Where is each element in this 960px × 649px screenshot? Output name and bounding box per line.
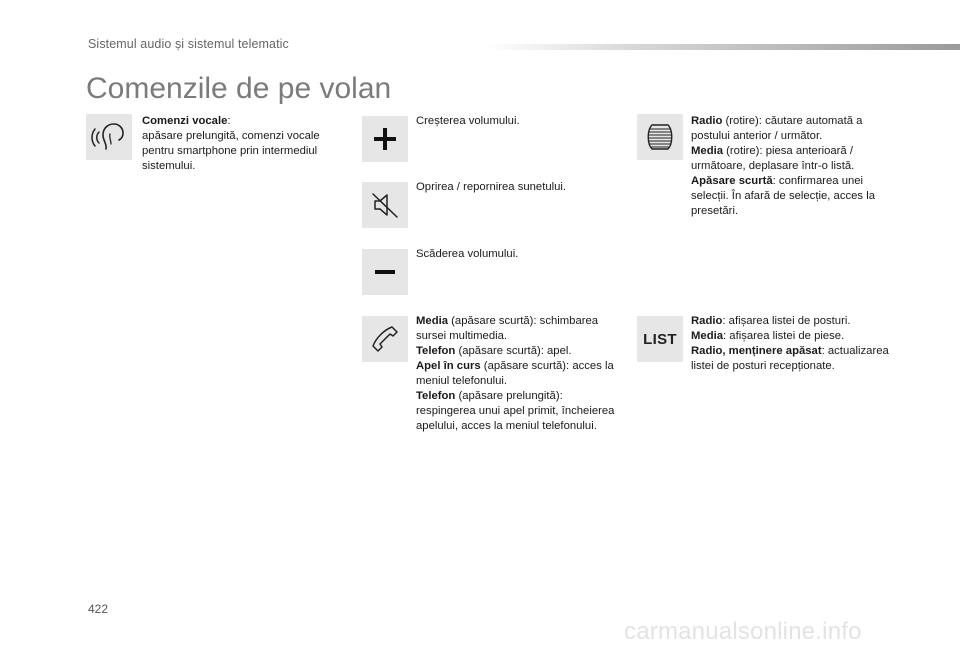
phone-line-text: (apăsare scurtă): apel. <box>455 345 572 357</box>
phone-line-bold: Telefon <box>416 390 456 402</box>
phone-line-bold: Apel în curs <box>416 360 481 372</box>
thumbwheel-icon <box>644 121 676 153</box>
phone-line-text: (apăsare scurtă): acces la meniul telefonului. <box>416 360 614 387</box>
thumbwheel-line-text: : confirmarea unei selecții. În afară de selecție, acces la presetări. <box>691 175 875 217</box>
phone-text <box>416 314 621 434</box>
list-icon-box <box>637 316 683 362</box>
volume-down-description: Scăderea volumului. <box>416 248 519 260</box>
phone-icon-box <box>362 316 408 362</box>
mute-icon <box>369 189 401 221</box>
thumbwheel-line-bold: Apăsare scurtă <box>691 175 773 187</box>
list-text <box>691 314 896 374</box>
volume-up-text <box>416 114 626 129</box>
mute-text <box>416 180 626 195</box>
phone-line-text: (apăsare prelungită): respingerea unui apel primit, încheierea apelului, acces la meniul telefonului. <box>416 390 615 432</box>
voice-command-icon <box>90 118 128 156</box>
volume-up-description: Creșterea volumului. <box>416 115 520 127</box>
volume-down-text <box>416 247 626 262</box>
thumbwheel-icon-box <box>637 114 683 160</box>
phone-line <box>416 359 621 389</box>
page-title: Comenzile de pe volan <box>86 72 392 105</box>
list-icon: LIST <box>643 330 677 348</box>
thumbwheel-line-bold: Media <box>691 145 724 157</box>
thumbwheel-line-bold: Radio <box>691 115 723 127</box>
voice-command-label-suffix: : <box>227 115 231 127</box>
voice-command-text <box>142 114 342 174</box>
volume-up-icon-box <box>362 116 408 162</box>
list-line-bold: Media <box>691 330 724 342</box>
voice-command-label: Comenzi vocale <box>142 115 228 127</box>
mute-description: Oprirea / repornirea sunetului. <box>416 181 567 193</box>
phone-icon <box>369 323 401 355</box>
volume-down-icon-box <box>362 249 408 295</box>
list-line-bold: Radio, menținere apăsat <box>691 345 822 357</box>
thumbwheel-text <box>691 114 896 219</box>
phone-line <box>416 344 621 359</box>
page-number: 422 <box>88 602 109 616</box>
thumbwheel-line-text: (rotire): căutare automată a postului anterior / următor. <box>691 115 863 142</box>
list-line <box>691 329 896 344</box>
list-line <box>691 344 896 374</box>
phone-line-bold: Media <box>416 315 449 327</box>
list-line-text: : afișarea listei de piese. <box>723 330 845 342</box>
list-line-bold: Radio <box>691 315 723 327</box>
header-rule <box>488 44 960 50</box>
list-line <box>691 314 896 329</box>
mute-icon-box <box>362 182 408 228</box>
thumbwheel-line-text: (rotire): piesa anterioară / următoare, deplasare într-o listă. <box>691 145 855 172</box>
watermark: carmanualsonline.info <box>624 618 862 645</box>
phone-line <box>416 314 621 344</box>
phone-line-bold: Telefon <box>416 345 456 357</box>
list-line-text: : actualizarea listei de posturi recepționate. <box>691 345 889 372</box>
section-header: Sistemul audio și sistemul telematic <box>88 37 289 51</box>
thumbwheel-line <box>691 144 896 174</box>
phone-line-text: (apăsare scurtă): schimbarea sursei multimedia. <box>416 315 599 342</box>
minus-icon <box>372 259 398 285</box>
voice-command-description: apăsare prelungită, comenzi vocale pentru smartphone prin intermediul sistemului. <box>142 130 320 172</box>
list-line-text: : afișarea listei de posturi. <box>722 315 851 327</box>
plus-icon <box>372 126 398 152</box>
thumbwheel-line <box>691 174 896 219</box>
phone-line <box>416 389 621 434</box>
voice-command-icon-box <box>86 114 132 160</box>
thumbwheel-line <box>691 114 896 144</box>
